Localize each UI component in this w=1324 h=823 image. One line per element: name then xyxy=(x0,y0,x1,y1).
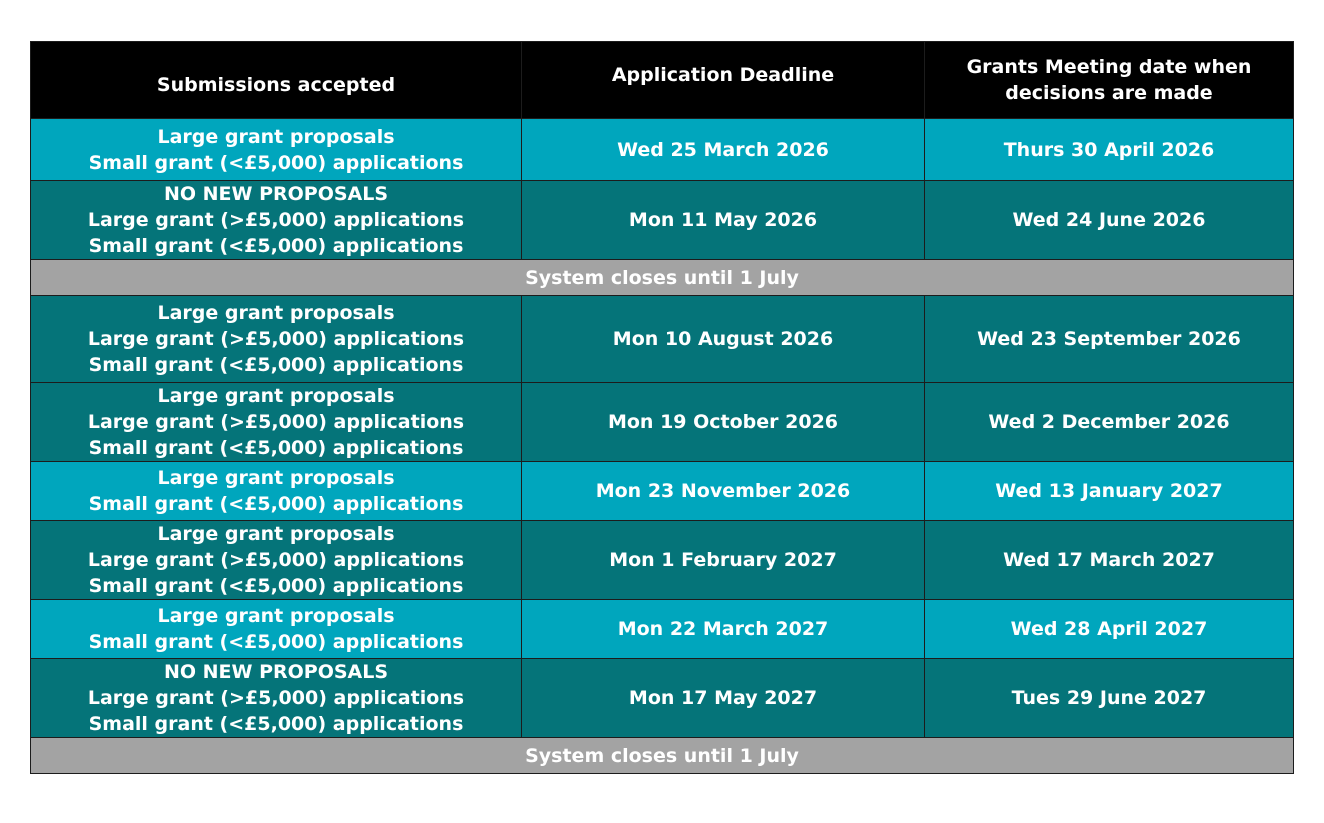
table-row xyxy=(31,119,1294,181)
deadline-cell: Mon 11 May 2026 xyxy=(522,181,925,260)
meeting-date-cell: Wed 24 June 2026 xyxy=(925,181,1294,260)
meeting-date-cell: Wed 13 January 2027 xyxy=(925,462,1294,521)
system-closed-notice: System closes until 1 July xyxy=(31,738,1294,774)
table-row xyxy=(31,600,1294,659)
submission-type: Large grant proposals xyxy=(157,302,395,324)
system-closed-row xyxy=(31,738,1294,774)
table-row xyxy=(31,521,1294,600)
submission-type: Small grant (<£5,000) applications xyxy=(88,151,464,174)
submission-type: Large grant proposals xyxy=(157,523,395,545)
submissions-cell xyxy=(31,521,522,600)
table-row xyxy=(31,659,1294,738)
submission-type: Large grant (>£5,000) applications xyxy=(87,549,465,571)
submissions-cell xyxy=(31,296,522,383)
system-closed-row xyxy=(31,260,1294,296)
deadline-cell: Mon 17 May 2027 xyxy=(522,659,925,738)
submission-type: Small grant (<£5,000) applications xyxy=(88,493,464,515)
header-grants-meeting-line-1: Grants Meeting date when xyxy=(966,56,1252,78)
submission-type: Large grant (>£5,000) applications xyxy=(87,411,465,433)
meeting-date-cell: Tues 29 June 2027 xyxy=(925,659,1294,738)
deadline-cell: Mon 19 October 2026 xyxy=(522,383,925,462)
submissions-cell xyxy=(31,181,522,260)
table-row xyxy=(31,462,1294,521)
meeting-date-cell: Wed 2 December 2026 xyxy=(925,383,1294,462)
submission-type: NO NEW PROPOSALS xyxy=(163,661,389,683)
submission-type: Large grant proposals xyxy=(157,385,395,407)
submissions-cell xyxy=(31,462,522,521)
submission-type: NO NEW PROPOSALS xyxy=(163,183,389,205)
submission-type: Small grant (<£5,000) applications xyxy=(88,631,464,653)
submissions-cell xyxy=(31,600,522,659)
header-grants-meeting-date xyxy=(925,42,1294,119)
submissions-cell xyxy=(31,659,522,738)
header-submissions-accepted: Submissions accepted xyxy=(31,42,522,119)
submission-type: Small grant (<£5,000) applications xyxy=(88,713,464,735)
table-row xyxy=(31,296,1294,383)
submissions-cell xyxy=(31,383,522,462)
submission-type: Small grant (<£5,000) applications xyxy=(88,575,464,597)
deadline-cell: Mon 10 August 2026 xyxy=(522,296,925,383)
deadline-cell: Mon 23 November 2026 xyxy=(522,462,925,521)
submissions-cell xyxy=(31,119,522,181)
submission-type: Large grant proposals xyxy=(157,125,395,148)
meeting-date-cell: Wed 28 April 2027 xyxy=(925,600,1294,659)
meeting-date-cell: Wed 17 March 2027 xyxy=(925,521,1294,600)
submission-type: Large grant proposals xyxy=(157,467,395,489)
grant-schedule-table xyxy=(30,41,1294,774)
header-row xyxy=(31,42,1294,119)
table-row xyxy=(31,383,1294,462)
submission-type: Small grant (<£5,000) applications xyxy=(88,354,464,376)
meeting-date-cell: Thurs 30 April 2026 xyxy=(925,119,1294,181)
deadline-cell: Wed 25 March 2026 xyxy=(522,119,925,181)
deadline-cell: Mon 22 March 2027 xyxy=(522,600,925,659)
table-header xyxy=(31,42,1294,119)
submission-type: Large grant proposals xyxy=(157,605,395,627)
submission-type: Small grant (<£5,000) applications xyxy=(88,235,464,257)
table-row xyxy=(31,181,1294,260)
meeting-date-cell: Wed 23 September 2026 xyxy=(925,296,1294,383)
submission-type: Large grant (>£5,000) applications xyxy=(87,687,465,709)
submission-type: Large grant (>£5,000) applications xyxy=(87,209,465,231)
header-application-deadline: Application Deadline xyxy=(522,42,925,119)
submission-type: Large grant (>£5,000) applications xyxy=(87,328,465,350)
deadline-cell: Mon 1 February 2027 xyxy=(522,521,925,600)
header-grants-meeting-line-2: decisions are made xyxy=(1005,82,1213,104)
system-closed-notice: System closes until 1 July xyxy=(31,260,1294,296)
submission-type: Small grant (<£5,000) applications xyxy=(88,437,464,459)
